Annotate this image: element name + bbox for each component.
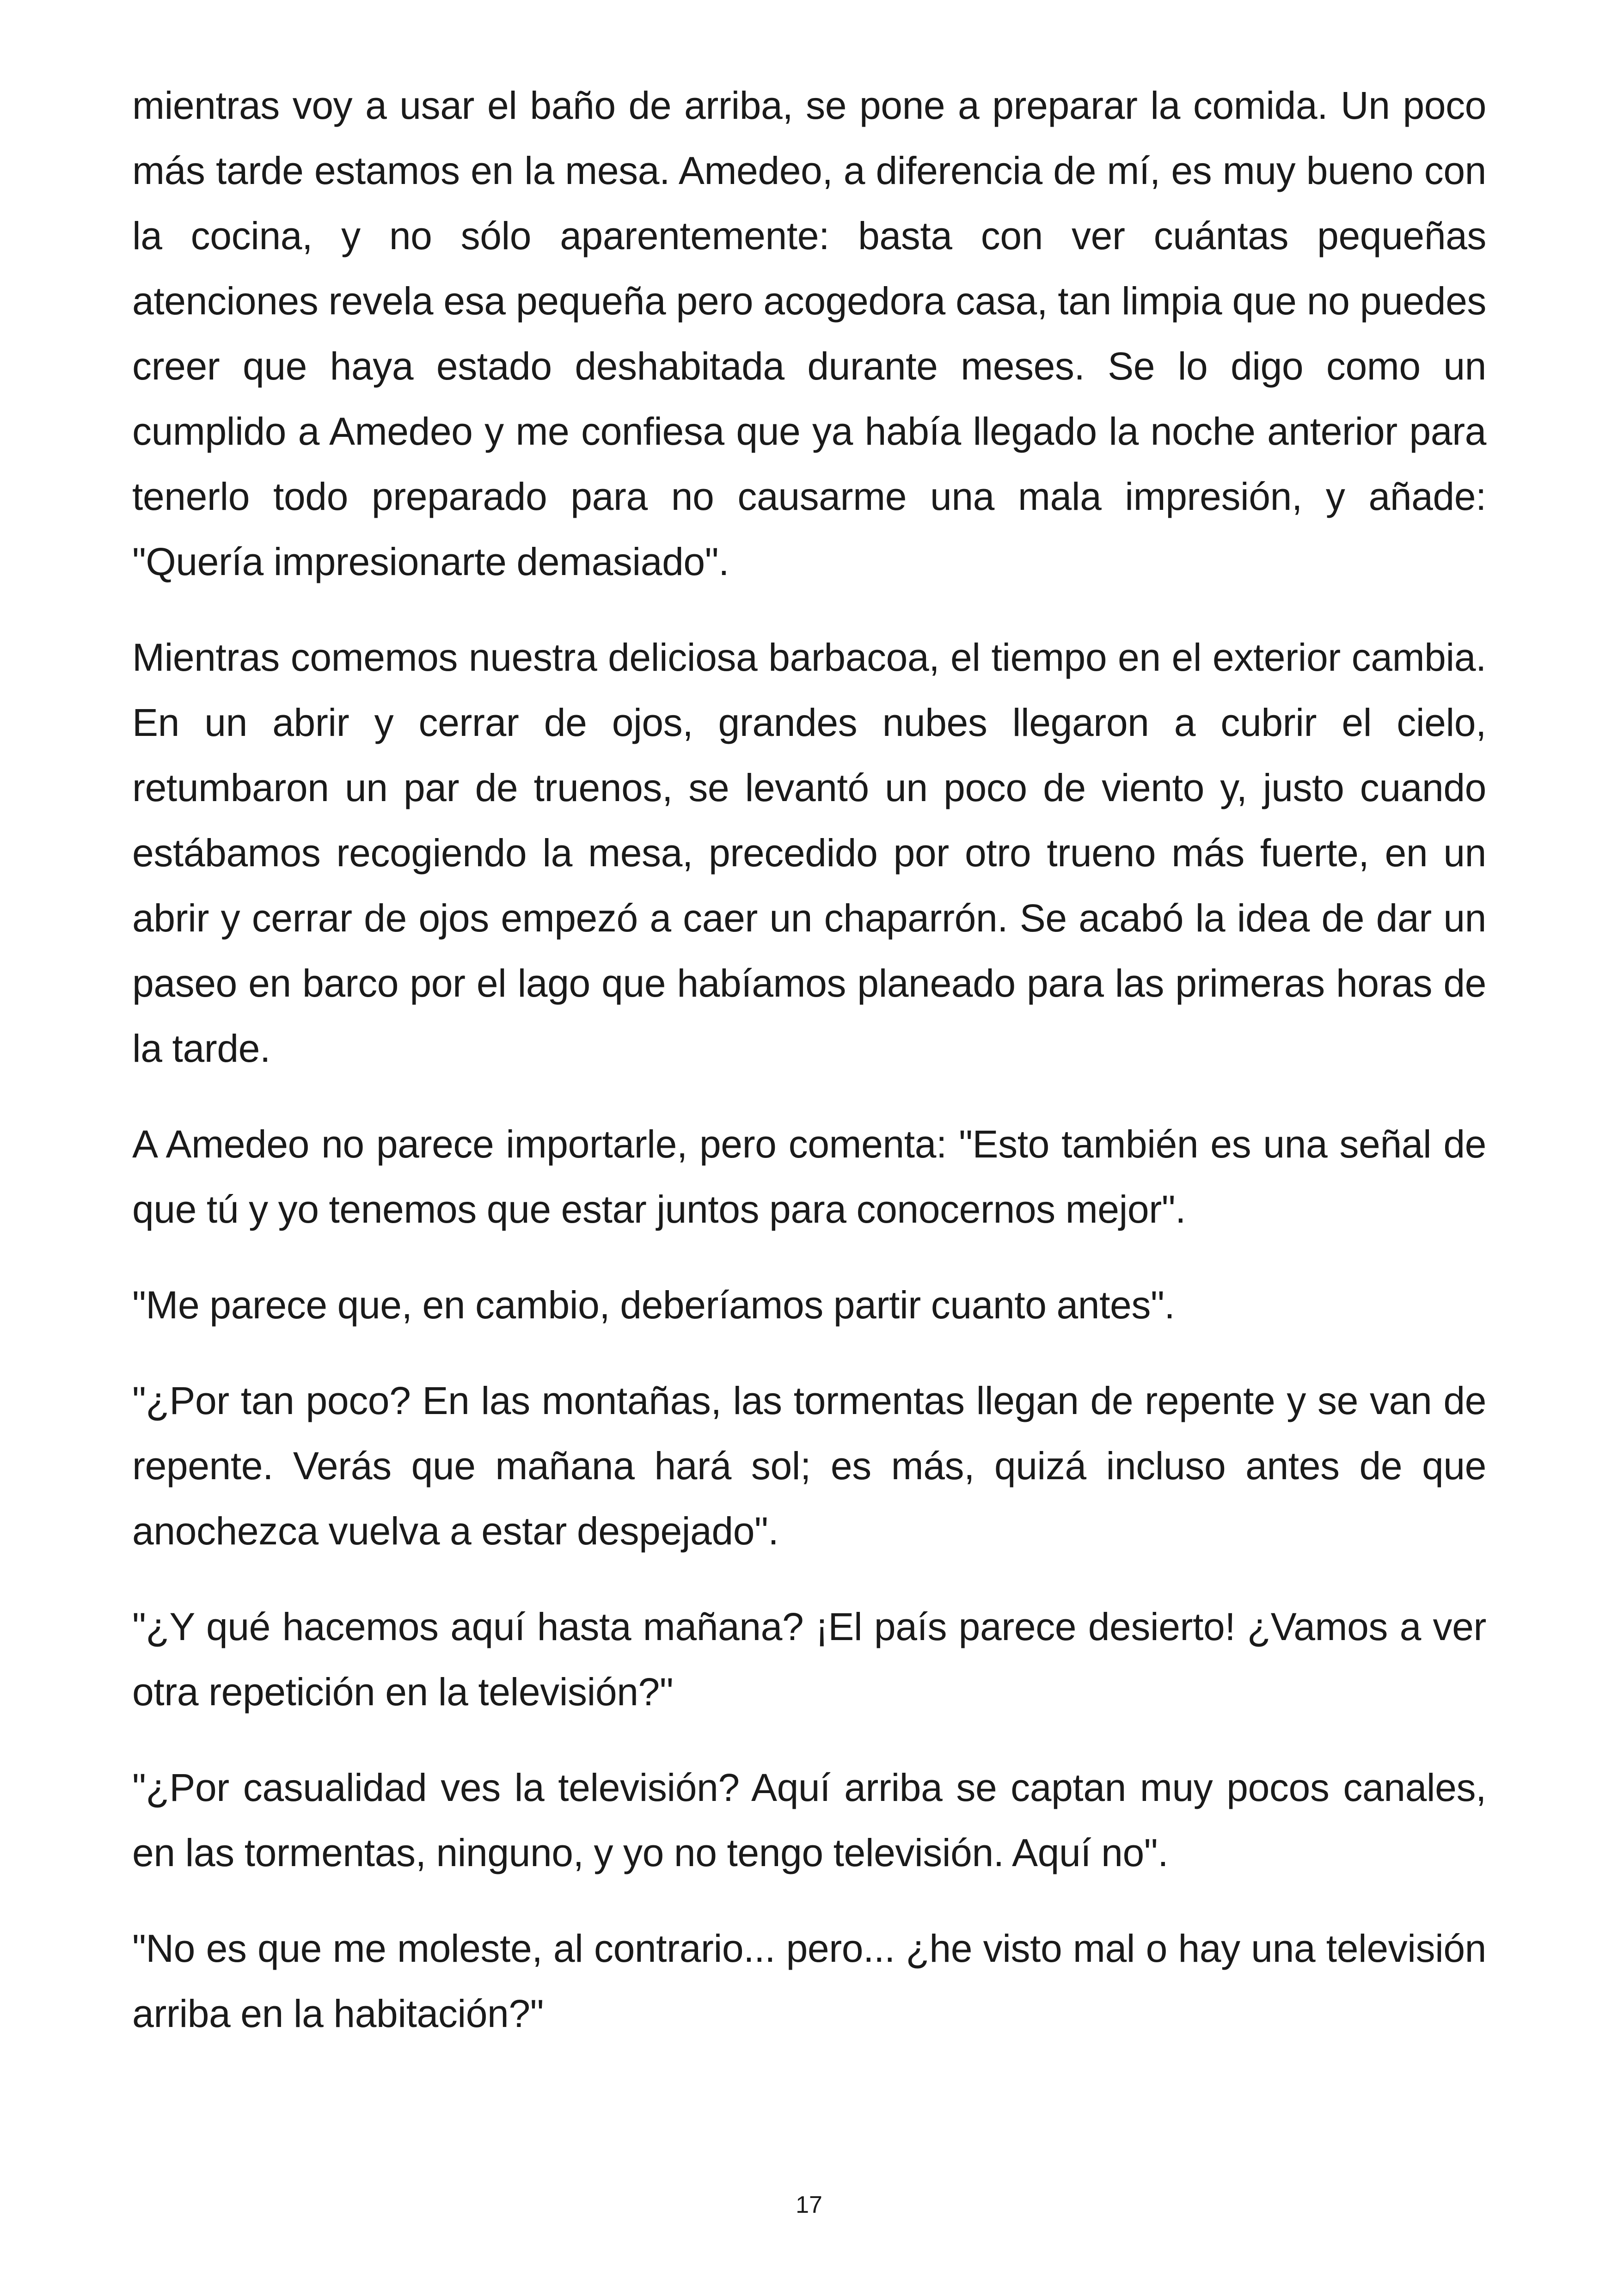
paragraph-3: A Amedeo no parece importarle, pero comenta: "Esto también es una señal de que tú y yo tenemos que estar juntos para conocernos mejor".: [132, 1122, 1486, 1231]
paragraph-4: "Me parece que, en cambio, deberíamos partir cuanto antes".: [132, 1283, 1175, 1327]
body-text: [132, 73, 1486, 2077]
paragraph-6: "¿Y qué hacemos aquí hasta mañana? ¡El país parece desierto! ¿Vamos a ver otra repetición en la televisión?": [132, 1605, 1486, 1714]
paragraph-1: mientras voy a usar el baño de arriba, se pone a preparar la comida. Un poco más tarde estamos en la mesa. Amedeo, a diferencia de mí, es muy bueno con la cocina, y no sólo aparentemente: basta con ver cuántas pequeñas atenciones revela esa pequeña pero acogedora casa, tan limpia que no puedes creer que haya estado deshabitada durante meses. Se lo digo como un cumplido a Amedeo y me confiesa que ya había llegado la noche anterior para tenerlo todo preparado para no causarme una mala impresión, y añade: "Quería impresionarte demasiado".: [132, 84, 1486, 583]
paragraph-8: "No es que me moleste, al contrario... pero... ¿he visto mal o hay una televisión arriba en la habitación?": [132, 1927, 1486, 2035]
paragraph-7: "¿Por casualidad ves la televisión? Aquí arriba se captan muy pocos canales, en las tormentas, ninguno, y yo no tengo televisión. Aquí no".: [132, 1766, 1486, 1874]
paragraph-5: "¿Por tan poco? En las montañas, las tormentas llegan de repente y se van de repente. Verás que mañana hará sol; es más, quizá incluso antes de que anochezca vuelva a estar despejado".: [132, 1379, 1486, 1553]
page-number: 17: [796, 2192, 822, 2218]
paragraph-2: Mientras comemos nuestra deliciosa barbacoa, el tiempo en el exterior cambia. En un abrir y cerrar de ojos, grandes nubes llegaron a cubrir el cielo, retumbaron un par de truenos, se levantó un poco de viento y, justo cuando estábamos recogiendo la mesa, precedido por otro trueno más fuerte, en un abrir y cerrar de ojos empezó a caer un chaparrón. Se acabó la idea de dar un paseo en barco por el lago que habíamos planeado para las primeras horas de la tarde.: [132, 636, 1486, 1070]
